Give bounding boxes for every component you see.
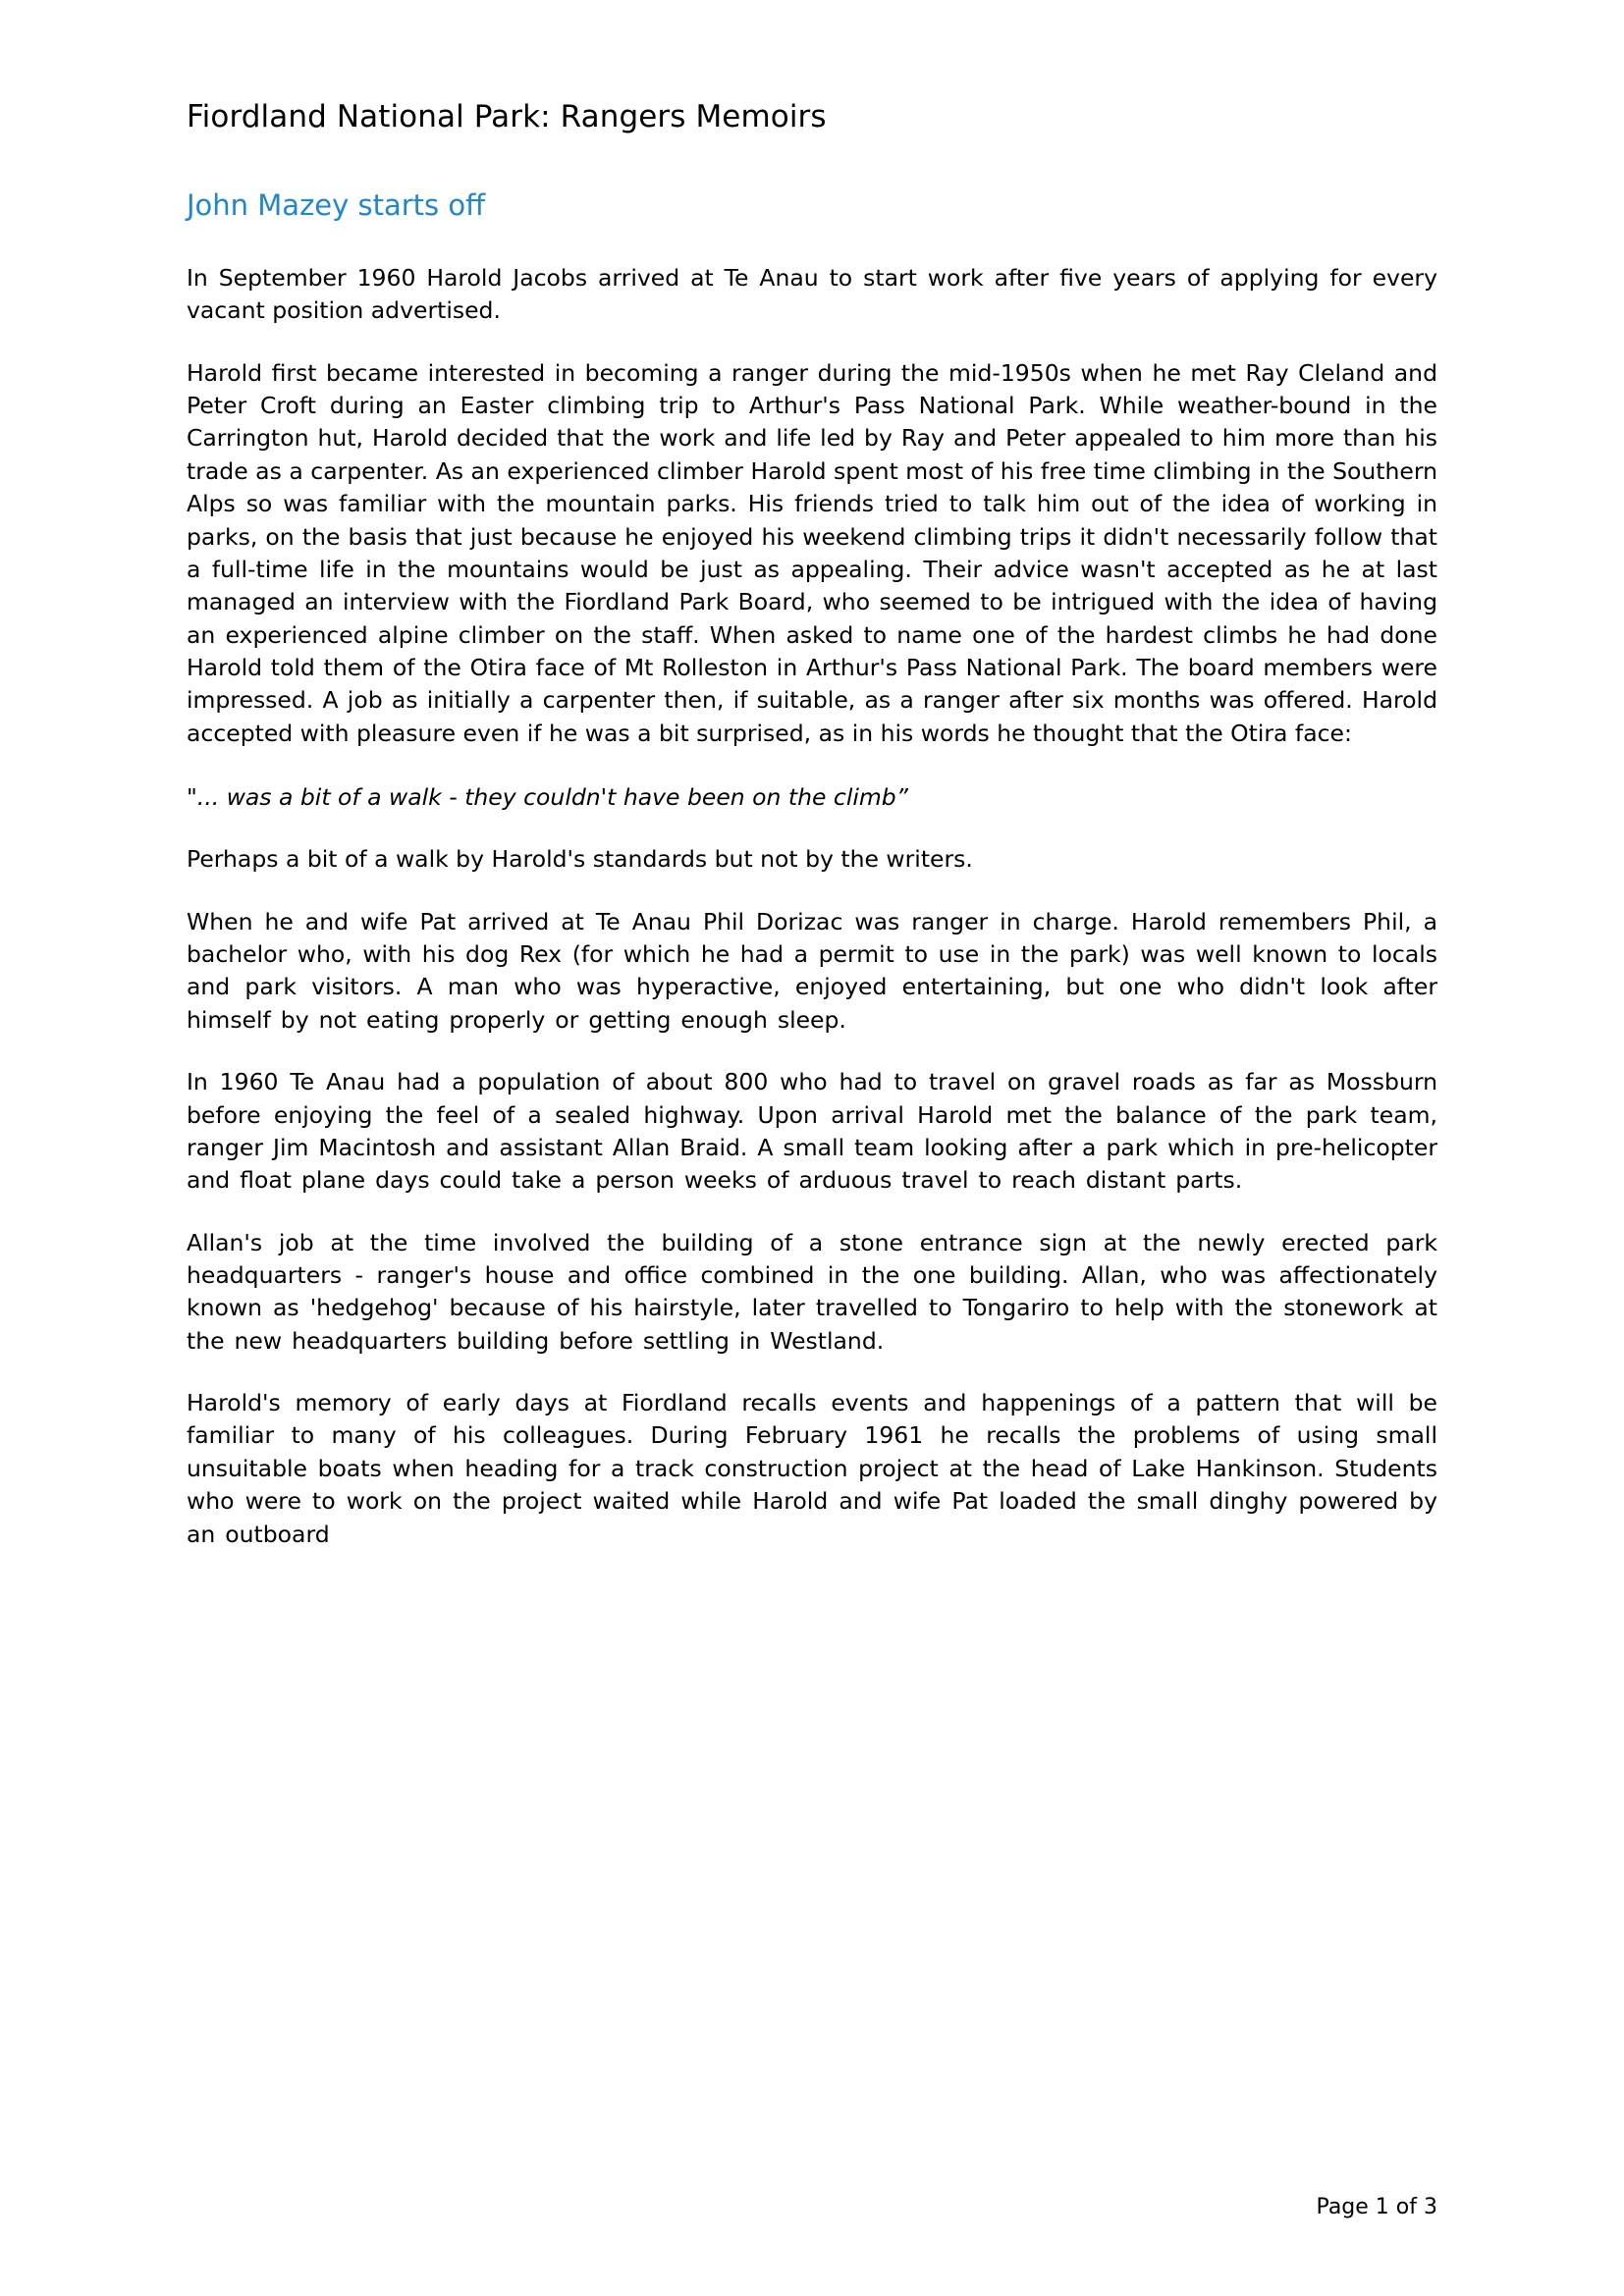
paragraph-2: Harold first became interested in becoming a ranger during the mid-1950s when he met Ray Cleland and Peter Croft during an Easter climbing trip to Arthur's Pass National Park. While weather-bound in the Carrington hut, Harold decided that the work and life led by Ray and Peter appealed to him more than his trade as a carpenter. As an experienced climber Harold spent most of his free time climbing in the Southern Alps so was familiar with the mountain parks. His friends tried to talk him out of the idea of working in parks, on the basis that just because he enjoyed his weekend climbing trips it didn't necessarily follow that a full-time life in the mountains would be just as appealing. Their advice wasn't accepted as he at last managed an interview with the Fiordland Park Board, who seemed to be intrigued with the idea of having an experienced alpine climber on the staff. When asked to name one of the hardest climbs he had done Harold told them of the Otira face of Mt Rolleston in Arthur's Pass National Park. The board members were impressed. A job as initially a carpenter then, if suitable, as a ranger after six months was offered. Harold accepted with pleasure even if he was a bit surprised, as in his words he thought that the Otira face: — [187, 358, 1437, 747]
paragraph-7: Harold's memory of early days at Fiordland recalls events and happenings of a pattern that will be familiar to many of his colleagues. During February 1961 he recalls the problems of using small unsuitable boats when heading for a track construction project at the head of Lake Hankinson. Students who were to work on the project waited while Harold and wife Pat loaded the small dinghy powered by an outboard — [187, 1389, 1437, 1548]
section-heading: John Mazey starts off — [187, 187, 486, 222]
pull-quote: "... was a bit of a walk - they couldn't have been on the climb” — [187, 783, 908, 812]
paragraph-1: In September 1960 Harold Jacobs arrived at Te Anau to start work after five years of applying for every vacant position advertised. — [187, 264, 1437, 325]
paragraph-6: Allan's job at the time involved the building of a stone entrance sign at the newly erected park headquarters - ranger's house and office combined in the one building. Allan, who was affectionately known as 'hedgehog' because of his hairstyle, later travelled to Tongariro to help with the stonework at the new headquarters building before settling in Westland. — [187, 1228, 1437, 1355]
paragraph-3: Perhaps a bit of a walk by Harold's standards but not by the writers. — [187, 845, 973, 874]
paragraph-5: In 1960 Te Anau had a population of about 800 who had to travel on gravel roads as far as Mossburn before enjoying the feel of a sealed highway. Upon arrival Harold met the balance of the park team, ranger Jim Macintosh and assistant Allan Braid. A small team looking after a park which in pre-helicopter and float plane days could take a person weeks of arduous travel to reach distant parts. — [187, 1068, 1437, 1195]
paragraph-4: When he and wife Pat arrived at Te Anau Phil Dorizac was ranger in charge. Harold remembers Phil, a bachelor who, with his dog Rex (for which he had a permit to use in the park) was well known to locals and park visitors. A man who was hyperactive, enjoyed entertaining, but one who didn't look after himself by not eating properly or getting enough sleep. — [187, 907, 1437, 1034]
page-title: Fiordland National Park: Rangers Memoirs — [187, 99, 827, 134]
page-footer: Page 1 of 3 — [1316, 2195, 1437, 2219]
